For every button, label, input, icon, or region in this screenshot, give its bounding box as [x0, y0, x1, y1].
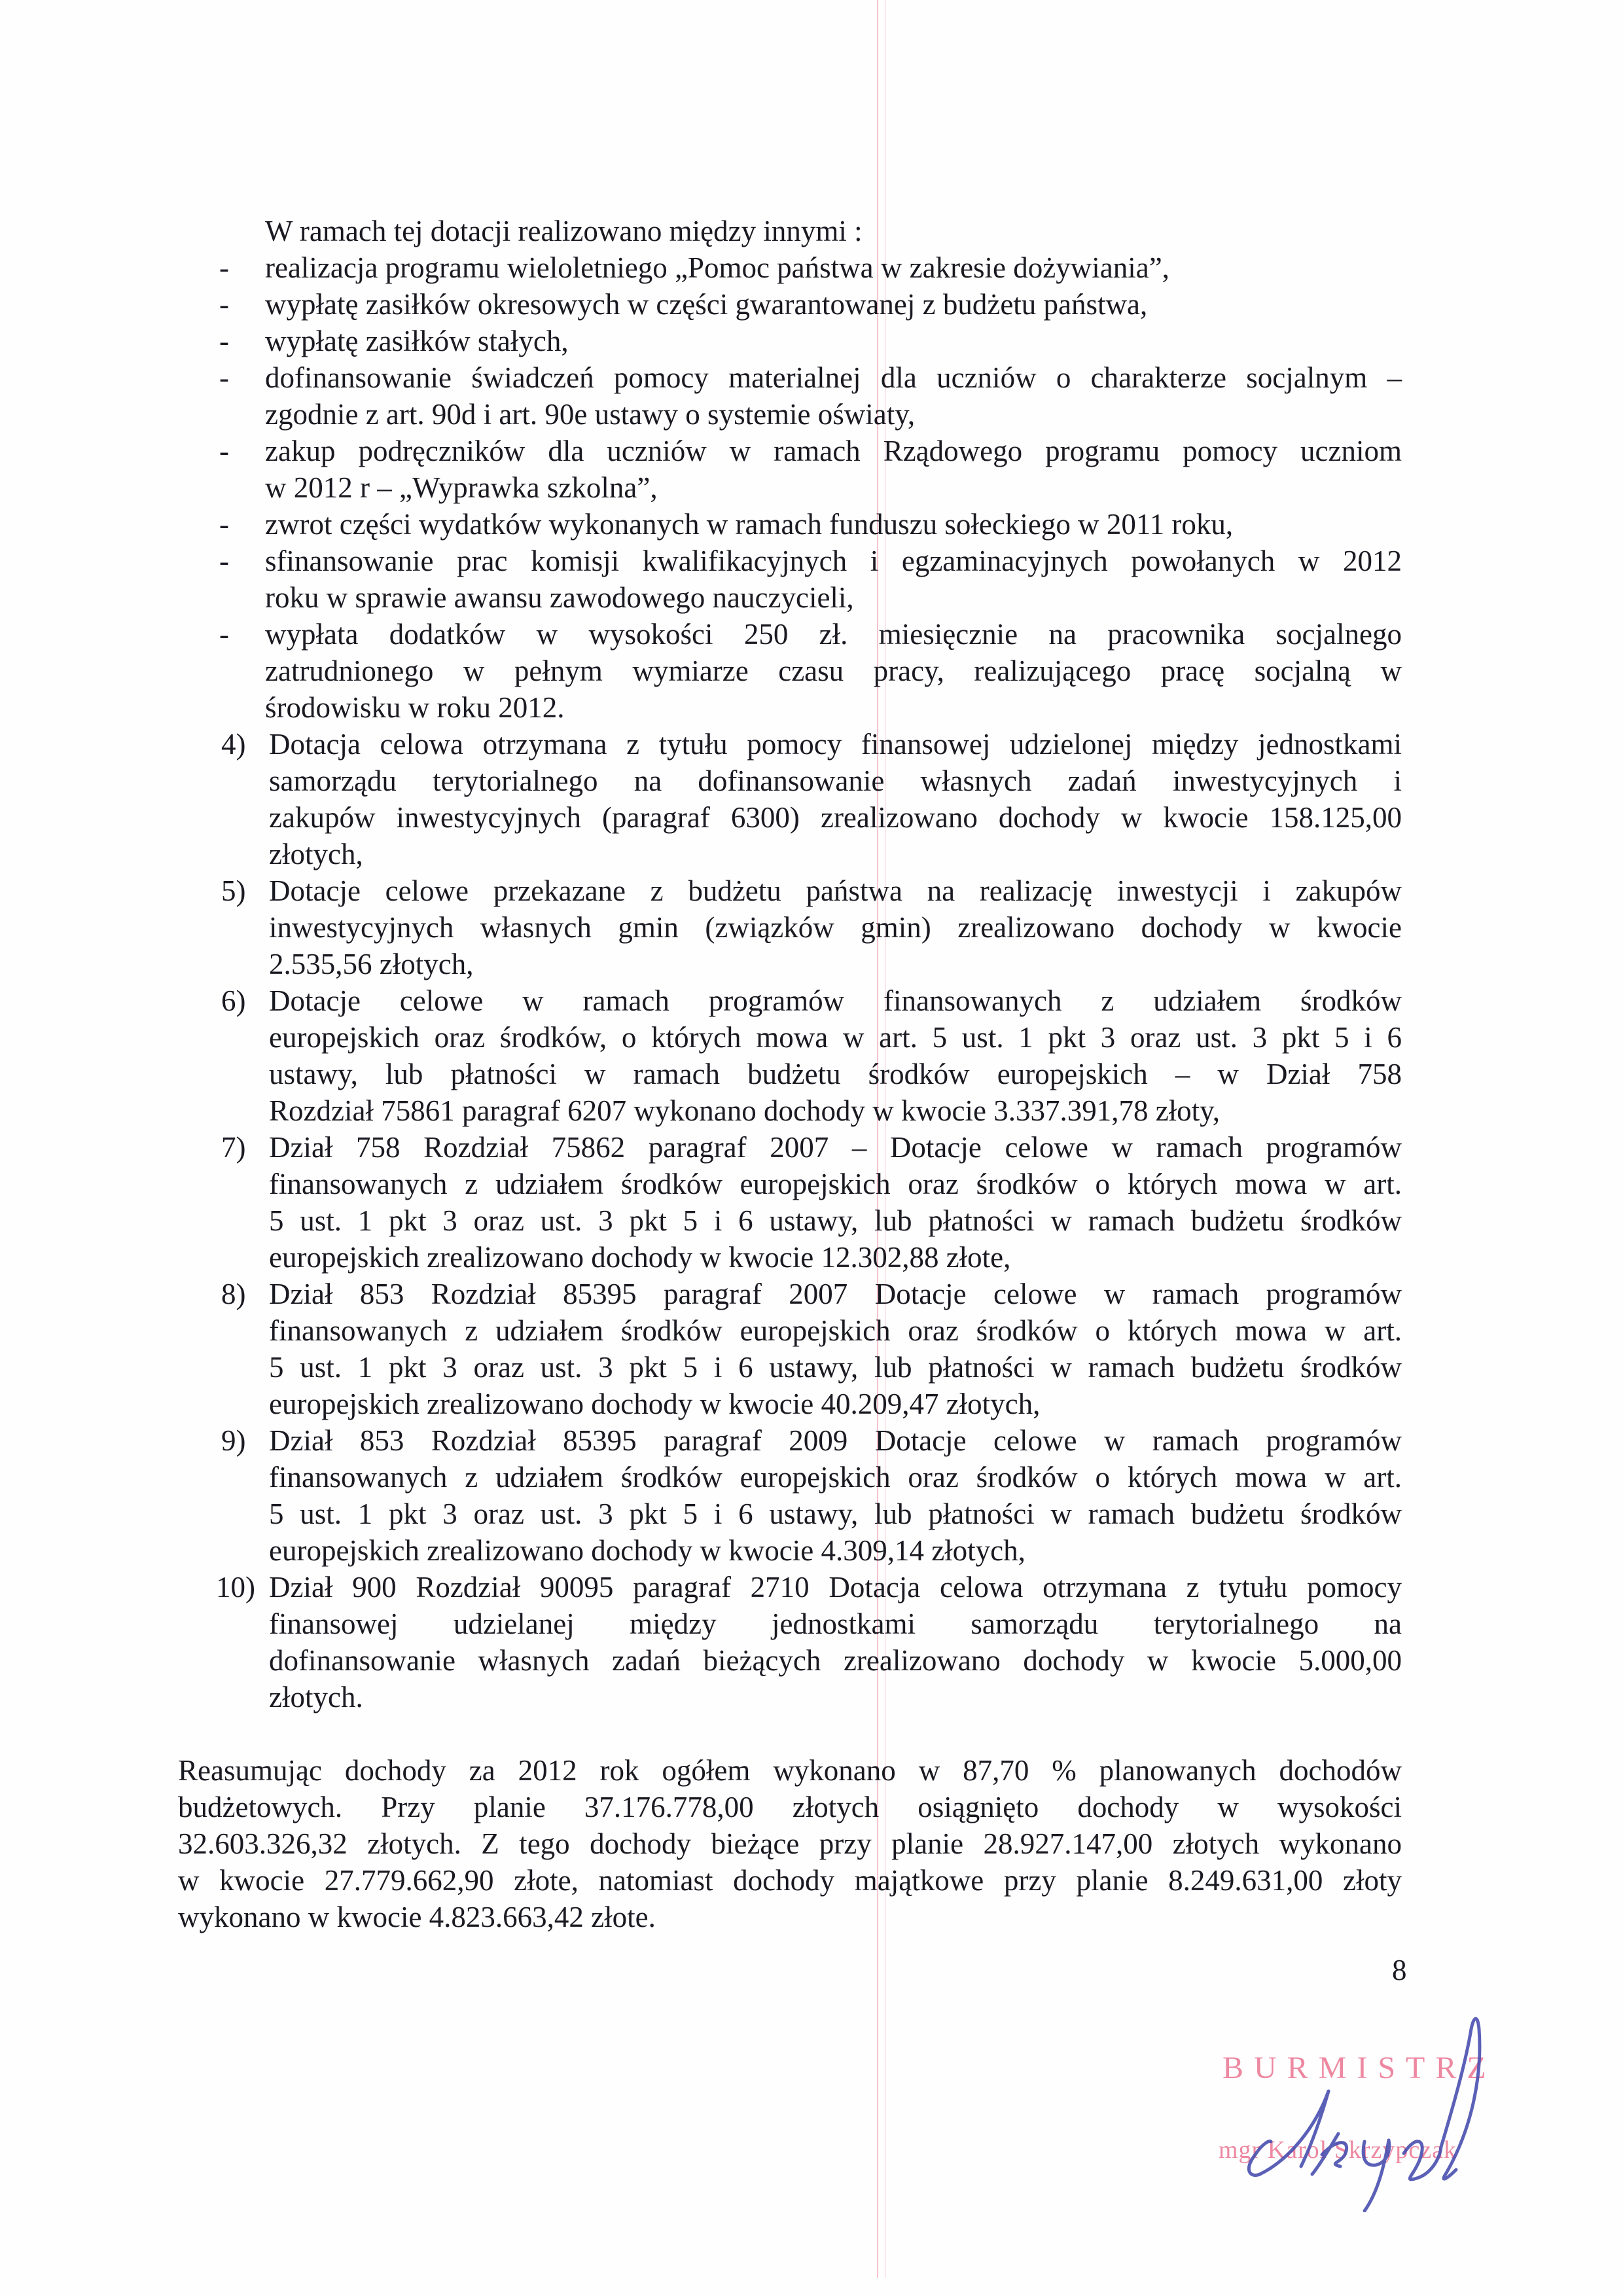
numbered-item-line: 5 ust. 1 pkt 3 oraz ust. 3 pkt 5 i 6 ustawy, lub płatności w ramach budżetu środków	[269, 1351, 1402, 1384]
summary-line: w kwocie 27.779.662,90 złote, natomiast dochody majątkowe przy planie 8.249.631,00 złoty	[178, 1864, 1402, 1897]
bullet-dash-icon: -	[219, 361, 229, 394]
bullet-item-line: zatrudnionego w pełnym wymiarze czasu pracy, realizującego pracę socjalną w	[265, 655, 1402, 687]
bullet-item-line: realizacja programu wieloletniego „Pomoc państwa w zakresie dożywiania”,	[265, 251, 1169, 284]
numbered-item-line: finansowanych z udziałem środków europejskich oraz środków o których mowa w art.	[269, 1314, 1402, 1347]
numbered-item-line: Dotacja celowa otrzymana z tytułu pomocy finansowej udzielonej między jednostkami	[269, 728, 1402, 761]
stamp-title: BURMISTRZ	[1222, 2051, 1497, 2085]
item-number: 5)	[221, 874, 246, 907]
summary-line: 32.603.326,32 złotych. Z tego dochody bieżące przy planie 28.927.147,00 złotych wykonano	[178, 1827, 1402, 1860]
item-number: 8)	[221, 1278, 246, 1310]
numbered-item-line: Dział 853 Rozdział 85395 paragraf 2009 Dotacje celowe w ramach programów	[269, 1424, 1402, 1457]
bullet-dash-icon: -	[219, 435, 229, 467]
page-number: 8	[1392, 1954, 1407, 1986]
bullet-dash-icon: -	[219, 618, 229, 651]
bullet-dash-icon: -	[219, 325, 229, 357]
item-number: 10)	[216, 1571, 255, 1604]
handwritten-signature-icon	[1230, 2003, 1505, 2212]
numbered-item-line: ustawy, lub płatności w ramach budżetu środków europejskich – w Dział 758	[269, 1058, 1402, 1090]
bullet-item-line: wypłatę zasiłków okresowych w części gwarantowanej z budżetu państwa,	[265, 288, 1148, 321]
numbered-item-line: finansowanych z udziałem środków europejskich oraz środków o których mowa w art.	[269, 1461, 1402, 1494]
numbered-item-line: finansowej udzielanej między jednostkami samorządu terytorialnego na	[269, 1607, 1402, 1640]
summary-line: Reasumując dochody za 2012 rok ogółem wykonano w 87,70 % planowanych dochodów	[178, 1754, 1402, 1787]
numbered-item-line: zakupów inwestycyjnych (paragraf 6300) zrealizowano dochody w kwocie 158.125,00	[269, 801, 1402, 834]
item-number: 6)	[221, 984, 246, 1017]
item-number: 7)	[221, 1131, 246, 1164]
summary-line: wykonano w kwocie 4.823.663,42 złote.	[178, 1901, 656, 1933]
numbered-item-line: 2.535,56 złotych,	[269, 948, 474, 980]
bullet-item-line: dofinansowanie świadczeń pomocy materialnej dla uczniów o charakterze socjalnym –	[265, 361, 1402, 394]
bullet-item-line: wypłatę zasiłków stałych,	[265, 325, 569, 357]
numbered-item-line: złotych.	[269, 1681, 363, 1713]
intro-text: W ramach tej dotacji realizowano między innymi :	[265, 215, 863, 247]
bullet-item-line: zwrot części wydatków wykonanych w ramach funduszu sołeckiego w 2011 roku,	[265, 508, 1234, 541]
numbered-item-line: Rozdział 75861 paragraf 6207 wykonano dochody w kwocie 3.337.391,78 złoty,	[269, 1094, 1221, 1127]
numbered-item-line: 5 ust. 1 pkt 3 oraz ust. 3 pkt 5 i 6 ustawy, lub płatności w ramach budżetu środków	[269, 1204, 1402, 1237]
numbered-item-line: Dział 853 Rozdział 85395 paragraf 2007 Dotacje celowe w ramach programów	[269, 1278, 1402, 1310]
numbered-item-line: europejskich zrealizowano dochody w kwocie 40.209,47 złotych,	[269, 1388, 1041, 1420]
numbered-item-line: Dział 900 Rozdział 90095 paragraf 2710 Dotacja celowa otrzymana z tytułu pomocy	[269, 1571, 1402, 1604]
numbered-item-line: samorządu terytorialnego na dofinansowanie własnych zadań inwestycyjnych i	[269, 764, 1402, 797]
summary-line: budżetowych. Przy planie 37.176.778,00 złotych osiągnięto dochody w wysokości	[178, 1791, 1402, 1823]
item-number: 9)	[221, 1424, 246, 1457]
bullet-item-line: w 2012 r – „Wyprawka szkolna”,	[265, 471, 658, 504]
bullet-item-line: wypłata dodatków w wysokości 250 zł. miesięcznie na pracownika socjalnego	[265, 618, 1402, 651]
bullet-item-line: roku w sprawie awansu zawodowego nauczycieli,	[265, 581, 854, 614]
bullet-dash-icon: -	[219, 545, 229, 577]
bullet-item-line: zakup podręczników dla uczniów w ramach Rządowego programu pomocy uczniom	[265, 435, 1402, 467]
bullet-item-line: zgodnie z art. 90d i art. 90e ustawy o systemie oświaty,	[265, 398, 916, 431]
bullet-item-line: środowisku w roku 2012.	[265, 691, 565, 724]
numbered-item-line: europejskich oraz środków, o których mowa w art. 5 ust. 1 pkt 3 oraz ust. 3 pkt 5 i 6	[269, 1021, 1402, 1054]
numbered-item-line: europejskich zrealizowano dochody w kwocie 4.309,14 złotych,	[269, 1534, 1026, 1567]
numbered-item-line: Dotacje celowe przekazane z budżetu państwa na realizację inwestycji i zakupów	[269, 874, 1402, 907]
numbered-item-line: finansowanych z udziałem środków europejskich oraz środków o których mowa w art.	[269, 1168, 1402, 1200]
numbered-item-line: Dział 758 Rozdział 75862 paragraf 2007 – Dotacje celowe w ramach programów	[269, 1131, 1402, 1164]
item-number: 4)	[221, 728, 246, 761]
numbered-item-line: dofinansowanie własnych zadań bieżących zrealizowano dochody w kwocie 5.000,00	[269, 1644, 1402, 1677]
bullet-dash-icon: -	[219, 508, 229, 541]
numbered-item-line: inwestycyjnych własnych gmin (związków gmin) zrealizowano dochody w kwocie	[269, 911, 1402, 944]
bullet-item-line: sfinansowanie prac komisji kwalifikacyjnych i egzaminacyjnych powołanych w 2012	[265, 545, 1402, 577]
numbered-item-line: Dotacje celowe w ramach programów finansowanych z udziałem środków	[269, 984, 1402, 1017]
bullet-dash-icon: -	[219, 251, 229, 284]
stamp-name: mgr Karol Skrzypczak	[1219, 2136, 1457, 2164]
numbered-item-line: złotych,	[269, 838, 363, 870]
numbered-item-line: europejskich zrealizowano dochody w kwocie 12.302,88 złote,	[269, 1241, 1011, 1274]
bullet-dash-icon: -	[219, 288, 229, 321]
numbered-item-line: 5 ust. 1 pkt 3 oraz ust. 3 pkt 5 i 6 ustawy, lub płatności w ramach budżetu środków	[269, 1498, 1402, 1530]
